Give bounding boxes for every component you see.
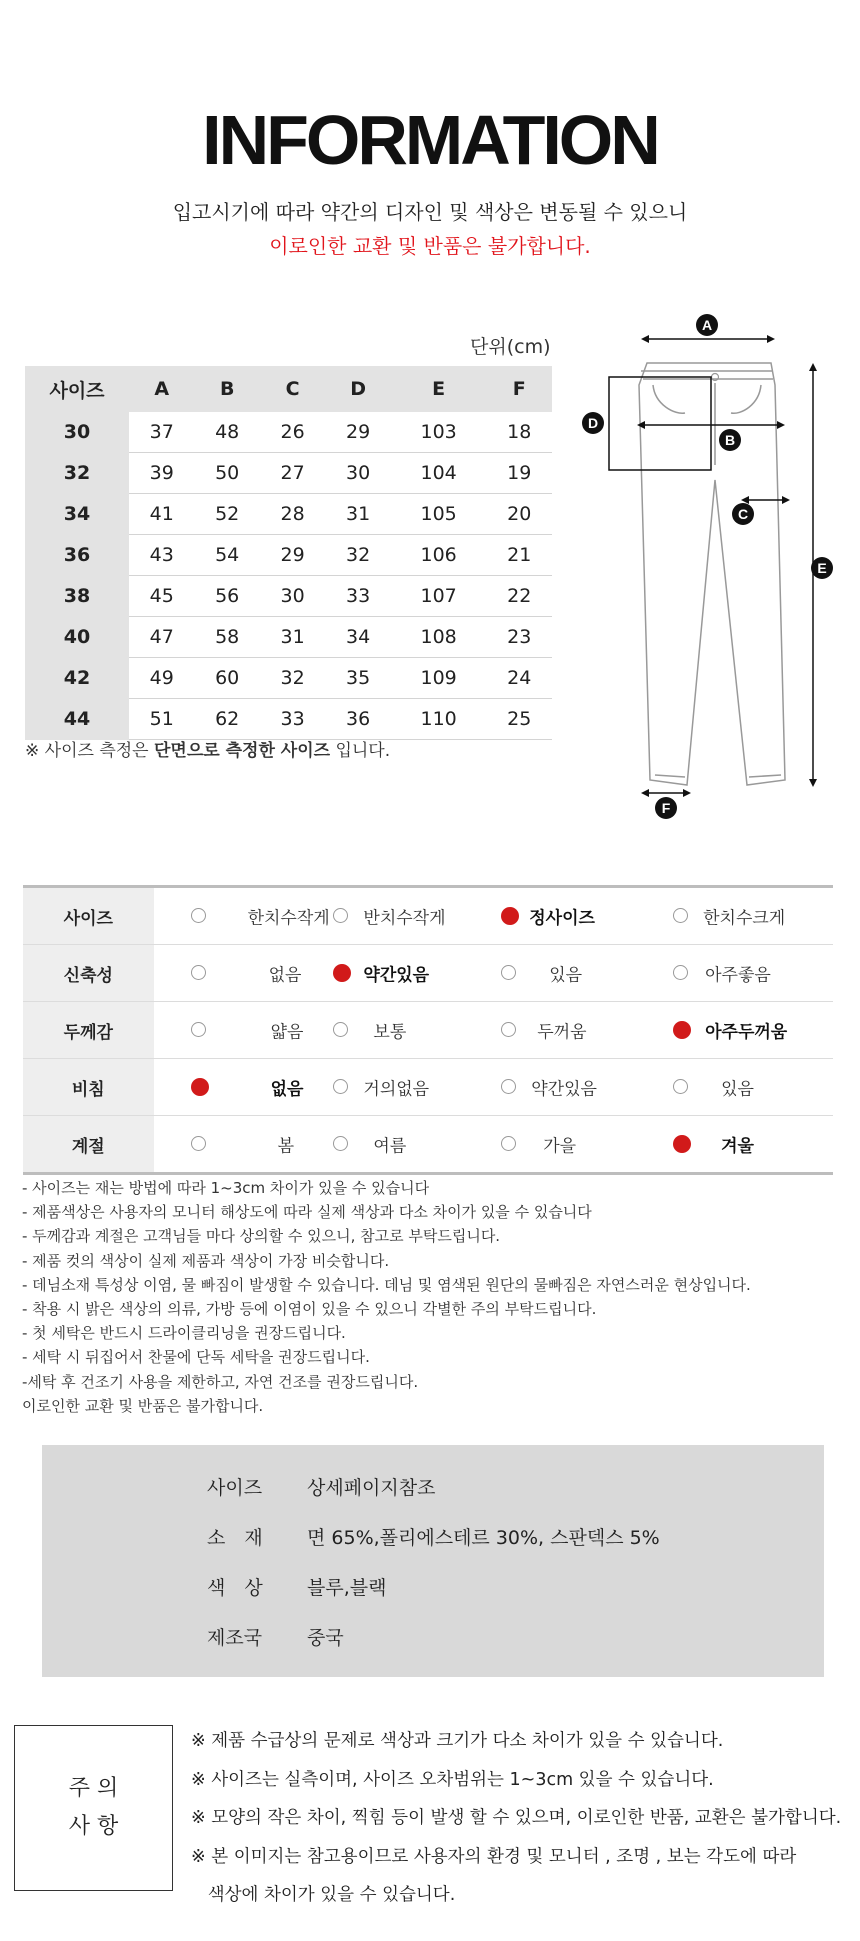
size-row: [25, 535, 552, 576]
size-value-cell: 25: [486, 699, 552, 740]
size-value-cell: 43: [129, 535, 194, 576]
info-value: 블루,블랙: [307, 1577, 387, 1599]
size-value-cell: 18: [486, 412, 552, 453]
feel-option-label: 정사이즈: [529, 908, 595, 929]
caution-title-box: [14, 1725, 173, 1891]
label-d: D: [587, 415, 599, 431]
size-value-cell: 37: [129, 412, 194, 453]
size-value-cell: 62: [194, 699, 259, 740]
size-value-cell: 108: [391, 617, 487, 658]
care-note-line: - 사이즈는 재는 방법에 따라 1~3cm 차이가 있을 수 있습니다: [22, 1179, 430, 1197]
header-cell: C: [260, 366, 325, 412]
size-key-cell: 44: [25, 699, 129, 740]
size-value-cell: 29: [325, 412, 390, 453]
caution-item: ※ 제품 수급상의 문제로 색상과 크기가 다소 차이가 있을 수 있습니다.: [191, 1731, 724, 1751]
size-row: [25, 453, 552, 494]
care-note-line: - 제품 컷의 색상이 실제 제품과 색상이 가장 비슷합니다.: [22, 1251, 390, 1270]
size-row: [25, 699, 552, 740]
size-value-cell: 47: [129, 617, 194, 658]
caution-item: ※ 모양의 작은 차이, 찍힘 등이 발생 할 수 있으며, 이로인한 반품, 교환은 불가합니다.: [191, 1808, 842, 1828]
notice-line-1: 입고시기에 따라 약간의 디자인 및 색상은 변동될 수 있으니: [172, 200, 688, 224]
feel-option-label: 아주좋음: [705, 965, 771, 986]
care-note-line: - 제품색상은 사용자의 모니터 해상도에 따라 실제 색상과 다소 차이가 있을 수 있습니다: [22, 1203, 592, 1222]
info-label: 제조국: [207, 1627, 263, 1649]
feel-option-cell: [323, 1002, 493, 1059]
product-info-box: [42, 1445, 824, 1677]
size-value-cell: 110: [391, 699, 487, 740]
feel-option-label: 약간있음: [531, 1079, 597, 1100]
size-value-cell: 41: [129, 494, 194, 535]
feel-option-label: 가을: [543, 1136, 577, 1157]
radio-empty-icon: [191, 1022, 206, 1037]
feel-row: [23, 1002, 833, 1059]
feel-option-cell: [323, 1059, 493, 1116]
size-value-cell: 32: [260, 658, 325, 699]
size-table-header: [25, 366, 552, 412]
feel-option-cell: [663, 1059, 833, 1116]
feel-row: [23, 1059, 833, 1116]
radio-empty-icon: [673, 1079, 688, 1094]
feel-label: 계절: [23, 1116, 154, 1174]
feel-option-label: 두꺼움: [537, 1022, 587, 1043]
care-note-line: 이로인한 교환 및 반품은 불가합니다.: [22, 1396, 264, 1415]
note-bold: 단면으로 측정한 사이즈: [154, 741, 331, 761]
label-b: B: [724, 432, 736, 448]
caution-item: 색상에 차이가 있을 수 있습니다.: [191, 1885, 456, 1905]
info-value: 면 65%,폴리에스테르 30%, 스판덱스 5%: [307, 1527, 660, 1549]
info-label: 소 재: [207, 1527, 263, 1549]
feel-option-cell: [154, 887, 330, 945]
radio-empty-icon: [673, 908, 688, 923]
size-value-cell: 104: [391, 453, 487, 494]
size-value-cell: 105: [391, 494, 487, 535]
care-note-line: - 착용 시 밝은 색상의 의류, 가방 등에 이염이 있을 수 있으니 각별한 주의 부탁드립니다.: [22, 1300, 597, 1319]
feel-option-label: 아주두꺼움: [705, 1022, 788, 1043]
size-key-cell: 36: [25, 535, 129, 576]
size-value-cell: 31: [325, 494, 390, 535]
pants-diagram: [575, 305, 845, 835]
feel-label: 비침: [23, 1059, 154, 1116]
size-row: [25, 412, 552, 453]
feel-option-label: 반치수작게: [363, 908, 446, 929]
radio-empty-icon: [501, 1079, 516, 1094]
header-cell: 사이즈: [25, 366, 129, 412]
feel-option-cell: [493, 1059, 663, 1116]
info-value: 중국: [307, 1627, 344, 1649]
caution-title-line-1: 주 의: [68, 1776, 119, 1801]
label-e: E: [817, 560, 827, 576]
info-label: 색 상: [207, 1577, 263, 1599]
info-row: [207, 1573, 386, 1600]
header-cell: D: [325, 366, 390, 412]
radio-empty-icon: [191, 1136, 206, 1151]
feel-option-cell: [663, 1116, 833, 1174]
label-f: F: [661, 800, 671, 816]
radio-selected-icon: [673, 1021, 691, 1039]
feel-option-cell: [154, 1002, 324, 1059]
radio-selected-icon: [333, 964, 351, 982]
size-value-cell: 33: [325, 576, 390, 617]
size-value-cell: 20: [486, 494, 552, 535]
info-row: [207, 1473, 435, 1500]
header-cell: F: [486, 366, 552, 412]
feel-option-label: 봄: [277, 1136, 294, 1157]
feel-option-label: 한치수크게: [703, 908, 786, 929]
caution-item: ※ 사이즈는 실측이며, 사이즈 오차범위는 1~3cm 있을 수 있습니다.: [191, 1769, 714, 1790]
size-measure-note: [25, 736, 390, 761]
size-value-cell: 33: [260, 699, 325, 740]
radio-empty-icon: [501, 965, 516, 980]
feel-option-cell: [154, 1116, 324, 1174]
size-key-cell: 42: [25, 658, 129, 699]
size-value-cell: 19: [486, 453, 552, 494]
feel-option-label: 한치수작게: [247, 908, 330, 929]
size-row: [25, 494, 552, 535]
feel-option-cell: [663, 887, 833, 945]
size-value-cell: 60: [194, 658, 259, 699]
size-key-cell: 40: [25, 617, 129, 658]
size-value-cell: 49: [129, 658, 194, 699]
feel-row: [23, 945, 833, 1002]
info-row: [207, 1623, 344, 1650]
size-value-cell: 103: [391, 412, 487, 453]
size-value-cell: 21: [486, 535, 552, 576]
care-note-line: - 첫 세탁은 반드시 드라이클리닝을 권장드립니다.: [22, 1324, 346, 1343]
label-a: A: [701, 317, 713, 333]
feel-option-label: 있음: [721, 1079, 754, 1100]
size-value-cell: 56: [194, 576, 259, 617]
radio-empty-icon: [501, 1136, 516, 1151]
feel-option-label: 보통: [373, 1022, 407, 1043]
size-value-cell: 24: [486, 658, 552, 699]
care-note-line: - 데님소재 특성상 이염, 물 빠짐이 발생할 수 있습니다. 데님 및 염색된 원단의 물빠짐은 자연스러운 현상입니다.: [22, 1275, 751, 1294]
radio-empty-icon: [501, 1022, 516, 1037]
radio-selected-icon: [191, 1078, 209, 1096]
radio-selected-icon: [673, 1135, 691, 1153]
feel-option-cell: [323, 1116, 493, 1174]
notice-line-2: 이로인한 교환 및 반품은 불가합니다.: [269, 234, 591, 258]
size-value-cell: 29: [260, 535, 325, 576]
feel-option-cell: [323, 887, 493, 945]
radio-empty-icon: [333, 908, 348, 923]
caution-title-line-2: 사 항: [68, 1814, 119, 1839]
size-row: [25, 576, 552, 617]
feel-label: 신축성: [23, 945, 154, 1002]
size-value-cell: 35: [325, 658, 390, 699]
size-value-cell: 23: [486, 617, 552, 658]
size-value-cell: 109: [391, 658, 487, 699]
size-value-cell: 50: [194, 453, 259, 494]
size-value-cell: 52: [194, 494, 259, 535]
care-note-line: - 두께감과 계절은 고객님들 마다 상의할 수 있으니, 참고로 부탁드립니다.: [22, 1227, 501, 1246]
feel-label: 두께감: [23, 1002, 154, 1059]
feel-option-label: 있음: [549, 965, 583, 986]
note-prefix: ※ 사이즈 측정은: [25, 741, 154, 761]
feel-label: 사이즈: [23, 887, 154, 945]
size-table: [25, 366, 552, 740]
feel-option-cell: [493, 1116, 663, 1174]
header-cell: A: [129, 366, 194, 412]
size-value-cell: 27: [260, 453, 325, 494]
label-c: C: [737, 506, 749, 522]
feel-option-cell: [493, 1002, 663, 1059]
info-value: 상세페이지참조: [307, 1477, 436, 1499]
radio-empty-icon: [333, 1136, 348, 1151]
pants-outline: [639, 363, 785, 785]
feel-option-cell: [154, 945, 324, 1002]
size-value-cell: 54: [194, 535, 259, 576]
feel-option-cell: [493, 887, 663, 945]
size-value-cell: 26: [260, 412, 325, 453]
size-value-cell: 106: [391, 535, 487, 576]
size-key-cell: 30: [25, 412, 129, 453]
feel-option-label: 없음: [268, 965, 302, 986]
size-value-cell: 31: [260, 617, 325, 658]
size-value-cell: 22: [486, 576, 552, 617]
care-notes: [22, 1176, 751, 1418]
feel-option-cell: [154, 1059, 324, 1116]
product-feel-table: [23, 885, 833, 1175]
page-title: INFORMATION: [202, 101, 658, 179]
size-value-cell: 32: [325, 535, 390, 576]
feel-option-cell: [663, 945, 833, 1002]
note-suffix: 입니다.: [330, 741, 391, 761]
care-note-line: -세탁 후 건조기 사용을 제한하고, 자연 건조를 권장드립니다.: [22, 1372, 419, 1391]
feel-option-label: 여름: [373, 1136, 407, 1157]
radio-selected-icon: [501, 907, 519, 925]
feel-row: [23, 1116, 833, 1174]
size-value-cell: 28: [260, 494, 325, 535]
size-key-cell: 32: [25, 453, 129, 494]
unit-label: 단위(cm): [470, 336, 551, 358]
feel-option-label: 겨울: [721, 1136, 754, 1157]
size-value-cell: 30: [260, 576, 325, 617]
radio-empty-icon: [191, 908, 206, 923]
feel-row: [23, 887, 833, 945]
feel-option-label: 없음: [270, 1079, 304, 1100]
feel-option-cell: [493, 945, 663, 1002]
feel-option-label: 거의없음: [363, 1079, 430, 1100]
size-row: [25, 658, 552, 699]
caution-list: [191, 1722, 841, 1915]
radio-empty-icon: [333, 1079, 348, 1094]
size-value-cell: 36: [325, 699, 390, 740]
radio-empty-icon: [673, 965, 688, 980]
size-value-cell: 39: [129, 453, 194, 494]
radio-empty-icon: [191, 965, 206, 980]
size-value-cell: 34: [325, 617, 390, 658]
size-value-cell: 58: [194, 617, 259, 658]
radio-empty-icon: [333, 1022, 348, 1037]
size-value-cell: 30: [325, 453, 390, 494]
feel-option-label: 약간있음: [363, 965, 430, 986]
feel-option-label: 얇음: [270, 1022, 304, 1043]
size-row: [25, 617, 552, 658]
header-cell: B: [194, 366, 259, 412]
size-value-cell: 107: [391, 576, 487, 617]
info-row: [207, 1523, 660, 1550]
info-label: 사이즈: [207, 1477, 263, 1499]
size-key-cell: 38: [25, 576, 129, 617]
size-value-cell: 45: [129, 576, 194, 617]
header-cell: E: [391, 366, 487, 412]
size-key-cell: 34: [25, 494, 129, 535]
feel-option-cell: [663, 1002, 833, 1059]
size-value-cell: 48: [194, 412, 259, 453]
feel-option-cell: [323, 945, 493, 1002]
care-note-line: - 세탁 시 뒤집어서 찬물에 단독 세탁을 권장드립니다.: [22, 1348, 370, 1367]
size-value-cell: 51: [129, 699, 194, 740]
caution-item: ※ 본 이미지는 참고용이므로 사용자의 환경 및 모니터 , 조명 , 보는 각도에 따라: [191, 1846, 797, 1867]
